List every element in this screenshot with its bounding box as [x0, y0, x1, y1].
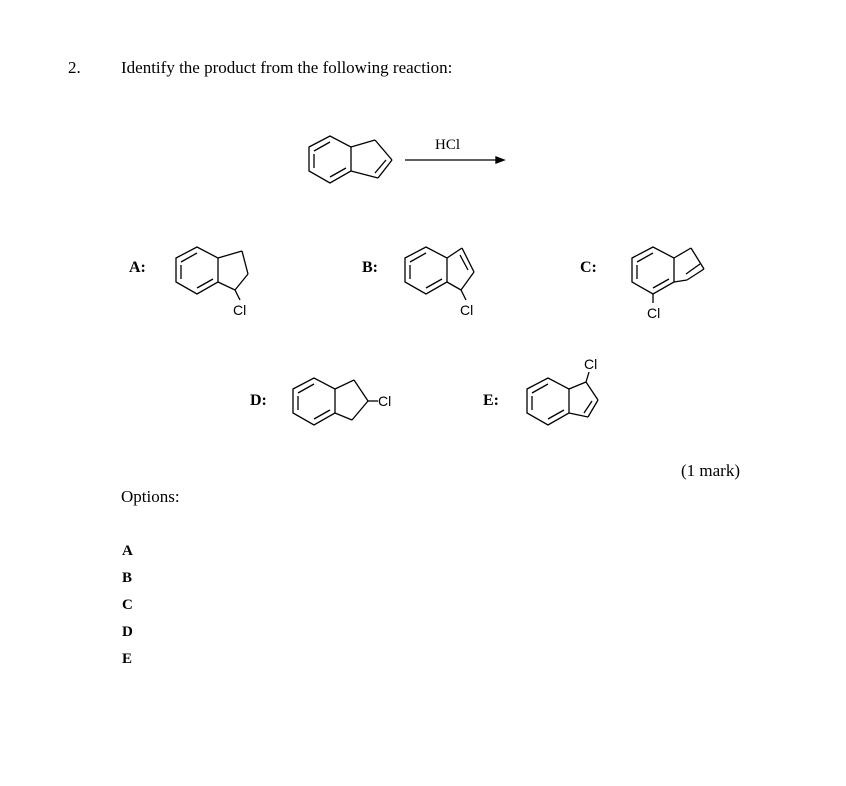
option-c[interactable]: C: [122, 597, 133, 613]
reactant-indene: [300, 130, 410, 200]
substituent-cl: Cl: [460, 302, 474, 318]
structure-a: [167, 238, 277, 323]
question-number: 2.: [68, 58, 81, 77]
structure-label-a: A:: [129, 259, 146, 276]
mark-allocation: (1 mark): [681, 461, 741, 480]
option-b[interactable]: B: [122, 570, 133, 586]
structure-label-c: C:: [580, 259, 597, 276]
structure-d: [284, 368, 414, 438]
substituent-cl: Cl: [378, 393, 392, 409]
substituent-cl: Cl: [233, 302, 247, 318]
question-text: Identify the product from the following reaction:: [121, 58, 453, 77]
reaction-arrow: [400, 130, 510, 170]
structure-e: [518, 350, 628, 440]
structure-b: [396, 238, 506, 323]
structure-label-b: B:: [362, 259, 378, 276]
structure-label-e: E:: [483, 392, 499, 409]
structure-c: [623, 238, 733, 328]
substituent-cl: Cl: [647, 305, 661, 321]
options-title: Options:: [121, 487, 180, 506]
option-a[interactable]: A: [122, 543, 133, 559]
structure-label-d: D:: [250, 392, 267, 409]
reagent-label: HCl: [435, 137, 461, 153]
option-e[interactable]: E: [122, 651, 133, 667]
option-d[interactable]: D: [122, 624, 133, 640]
substituent-cl: Cl: [584, 356, 598, 372]
